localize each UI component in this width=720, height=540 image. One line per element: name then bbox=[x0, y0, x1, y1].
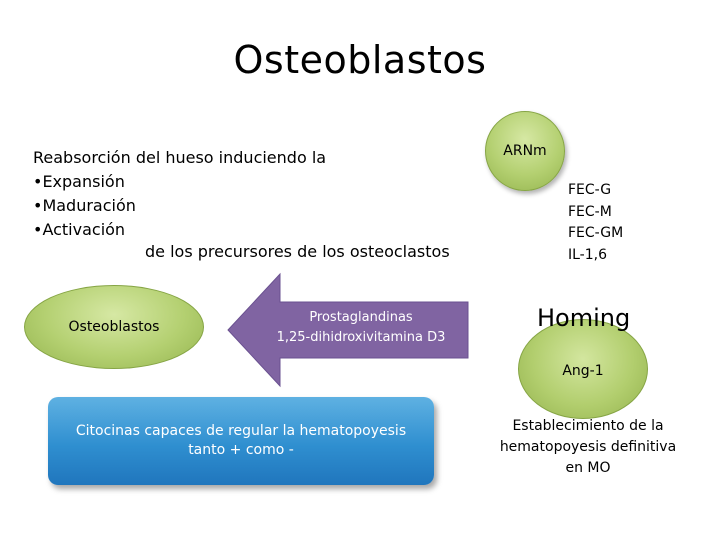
arrow-label bbox=[258, 308, 464, 348]
reabsorcion-line: Reabsorción del hueso induciendo la bbox=[33, 148, 327, 167]
factor-item: FEC-G bbox=[568, 182, 612, 198]
arnm-label: ARNm bbox=[503, 143, 547, 159]
establecimiento-text bbox=[486, 416, 690, 479]
establecimiento-line1: Establecimiento de la bbox=[512, 418, 664, 434]
factor-item: FEC-M bbox=[568, 203, 612, 220]
factor-item: IL-1,6 bbox=[568, 246, 607, 263]
factor-item: FEC-GM bbox=[568, 225, 624, 241]
establecimiento-line2: hematopoyesis definitiva bbox=[499, 439, 677, 455]
precursores-text: de los precursores de los osteoclastos bbox=[145, 242, 450, 261]
bullet-expansion: •Expansión bbox=[33, 172, 125, 191]
arnm-circle bbox=[485, 111, 565, 191]
bullet-maduracion: •Maduración bbox=[33, 196, 136, 215]
ang1-label: Ang-1 bbox=[562, 363, 604, 379]
factors-list bbox=[568, 180, 623, 266]
osteoblastos-ellipse-label: Osteoblastos bbox=[68, 319, 160, 335]
citocinas-line2: tanto + como - bbox=[188, 442, 294, 458]
homing-heading: Homing bbox=[537, 304, 631, 332]
citocinas-line1: Citocinas capaces de regular la hematopoyesis bbox=[75, 423, 407, 439]
establecimiento-line3: en MO bbox=[565, 460, 611, 476]
bullet-activacion: •Activación bbox=[33, 220, 126, 239]
arrow-label-line2: 1,25-dihidroxivitamina D3 bbox=[276, 330, 446, 345]
slide-title: Osteoblastos bbox=[233, 38, 487, 82]
citocinas-box bbox=[48, 397, 434, 485]
arrow-label-line1: Prostaglandinas bbox=[309, 310, 413, 325]
ang1-circle bbox=[518, 319, 648, 419]
reabsorcion-text-block bbox=[33, 146, 326, 242]
osteoblastos-ellipse bbox=[24, 285, 204, 369]
